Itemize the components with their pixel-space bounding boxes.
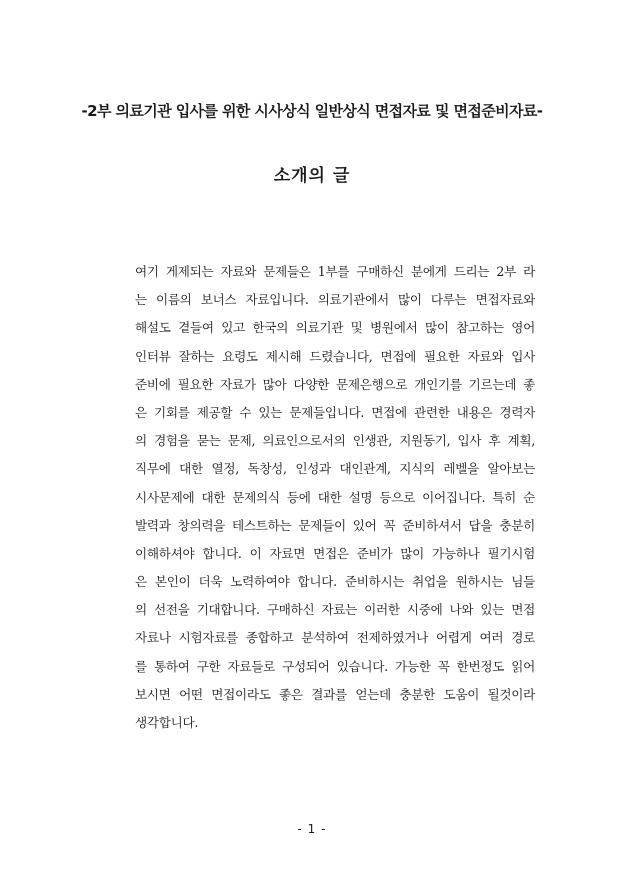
body-line: 발력과 창의력을 테스트하는 문제들이 있어 꼭 준비하셔서 답을 충분히 xyxy=(135,517,535,533)
body-line: 직무에 대한 열정, 독창성, 인성과 대인관계, 지식의 레벨을 알아보는 xyxy=(135,461,535,477)
body-line: 은 기회를 제공할 수 있는 문제들입니다. 면접에 관련한 내용은 경력자 xyxy=(135,404,535,420)
body-line: 인터뷰 잘하는 요령도 제시해 드렸습니다, 면접에 필요한 자료와 입사 xyxy=(135,348,535,364)
body-paragraph xyxy=(135,258,535,737)
page-number: - 1 - xyxy=(297,822,327,836)
document-header-title: -2부 의료기관 입사를 위한 시사상식 일반상식 면접자료 및 면접준비자료- xyxy=(81,102,543,120)
section-title: 소개의 글 xyxy=(273,166,351,186)
body-line: 은 본인이 더욱 노력하여야 합니다. 준비하시는 취업을 원하시는 님들 xyxy=(135,574,535,590)
body-line: 자료나 시험자료를 종합하고 분석하여 전제하였거나 어렵게 여러 경로 xyxy=(135,630,535,646)
body-line: 이해하셔야 합니다. 이 자료면 면접은 준비가 많이 가능하나 필기시험 xyxy=(135,545,535,561)
body-line: 의 경험을 묻는 문제, 의료인으로서의 인생관, 지원동기, 입사 후 계획, xyxy=(135,433,535,449)
body-line: 준비에 필요한 자료가 많아 다양한 문제은행으로 개인기를 기르는데 좋 xyxy=(135,376,535,392)
body-line: 는 이름의 보너스 자료입니다. 의료기관에서 많이 다루는 면접자료와 xyxy=(135,292,535,308)
body-line: 보시면 어떤 면접이라도 좋은 결과를 얻는데 충분한 도움이 될것이라 xyxy=(135,686,535,702)
body-line: 생각합니다. xyxy=(135,715,199,730)
body-line: 해설도 곁들여 있고 한국의 의료기관 및 병원에서 많이 참고하는 영어 xyxy=(135,320,535,336)
body-line: 시사문제에 대한 문제의식 등에 대한 설명 등으로 이어집니다. 특히 순 xyxy=(135,489,535,505)
body-line: 의 선전을 기대합니다. 구매하신 자료는 이러한 시중에 나와 있는 면접 xyxy=(135,602,535,618)
body-line: 를 통하여 구한 자료들로 구성되어 있습니다. 가능한 꼭 한번정도 읽어 xyxy=(135,658,535,674)
body-line: 여기 게제되는 자료와 문제들은 1부를 구매하신 분에게 드리는 2부 라 xyxy=(135,264,535,279)
